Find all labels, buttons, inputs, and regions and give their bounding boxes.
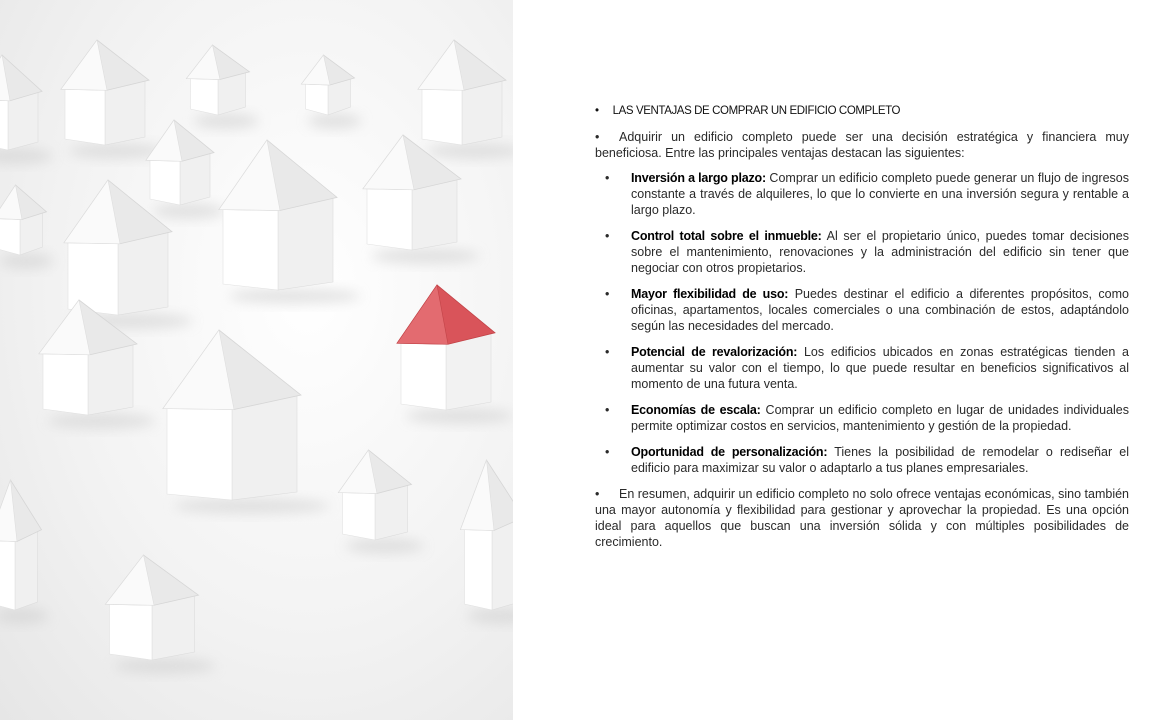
red-roof-house xyxy=(397,285,513,424)
section-heading xyxy=(595,103,1129,119)
advantage-bullet: • xyxy=(605,345,610,359)
advantage-item xyxy=(595,344,1129,392)
advantage-term: Oportunidad de personalización: xyxy=(631,445,828,459)
advantage-bullet: • xyxy=(605,445,610,459)
heading-bullet: • xyxy=(595,105,599,117)
advantage-text: Puedes destinar el edificio a diferentes propósitos, como oficinas, apartamentos, locales comerciales o una combinación de estos, adaptándolo según las necesidades del mercado. xyxy=(631,287,1129,333)
white-house xyxy=(339,450,424,554)
white-house xyxy=(106,555,216,674)
advantage-term: Economías de escala: xyxy=(631,403,761,417)
advantage-text: Al ser el propietario único, puedes tomar decisiones sobre el mantenimiento, renovaciones y la administración del edificio sin tener que negociar con otros propietarios. xyxy=(631,229,1129,275)
advantage-item xyxy=(595,402,1129,434)
houses-illustration xyxy=(0,0,513,720)
advantage-text: Los edificios ubicados en zonas estratégicas tienden a aumentar su valor con el tiempo, lo que puede resultar en beneficios significativos al momento de una futura venta. xyxy=(631,345,1130,391)
white-house xyxy=(0,185,54,269)
advantage-text: Comprar un edificio completo puede generar un flujo de ingresos constante a través de alquileres, lo que lo convierte en una inversión segura y rentable a largo plazo. xyxy=(631,171,1129,217)
white-house xyxy=(302,55,362,129)
intro-paragraph xyxy=(595,129,1129,161)
conclusion-bullet: • xyxy=(595,487,600,501)
white-house xyxy=(418,40,513,159)
white-house xyxy=(219,140,361,304)
conclusion-paragraph xyxy=(595,486,1129,550)
advantage-bullet: • xyxy=(605,403,610,417)
white-house xyxy=(0,55,53,164)
conclusion-text: En resumen, adquirir un edificio completo no solo ofrece ventajas económicas, sino también una mayor autonomía y flexibilidad para gestionar y aprovechar la propiedad. Es una opción ideal para aquellos que buscan una inversión sólida y con múltiples posibilidades de crecimiento. xyxy=(595,487,1129,549)
advantage-term: Mayor flexibilidad de uso: xyxy=(631,287,789,301)
houses-photo xyxy=(0,0,513,720)
advantage-item xyxy=(595,444,1129,476)
heading-text: LAS VENTAJAS DE COMPRAR UN EDIFICIO COMPLETO xyxy=(612,105,901,117)
advantage-text: Tienes la posibilidad de remodelar o rediseñar el edificio para maximizar su valor o adaptarlo a tus planes empresariales. xyxy=(631,445,1129,475)
advantage-item xyxy=(595,286,1129,334)
advantage-bullet: • xyxy=(605,229,610,243)
advantage-term: Potencial de revalorización: xyxy=(631,345,798,359)
advantage-item xyxy=(595,228,1129,276)
intro-bullet: • xyxy=(595,130,600,144)
white-house xyxy=(61,40,165,159)
white-house xyxy=(461,460,514,624)
intro-text: Adquirir un edificio completo puede ser una decisión estratégica y financiera muy beneficiosa. Entre las principales ventajas destacan las siguientes: xyxy=(595,130,1129,160)
white-house xyxy=(0,480,49,624)
advantages-list xyxy=(595,170,1129,476)
white-house xyxy=(187,45,260,129)
advantage-bullet: • xyxy=(605,287,610,301)
advantage-bullet: • xyxy=(605,171,610,185)
advantage-item xyxy=(595,170,1129,218)
text-content xyxy=(595,103,1129,559)
advantage-term: Control total sobre el inmueble: xyxy=(631,229,822,243)
advantage-text: Comprar un edificio completo en lugar de unidades individuales permite optimizar costos en servicios, mantenimiento y gestión de la propiedad. xyxy=(631,403,1129,433)
white-house xyxy=(163,330,330,514)
white-house xyxy=(146,120,225,219)
advantage-term: Inversión a largo plazo: xyxy=(631,171,766,185)
